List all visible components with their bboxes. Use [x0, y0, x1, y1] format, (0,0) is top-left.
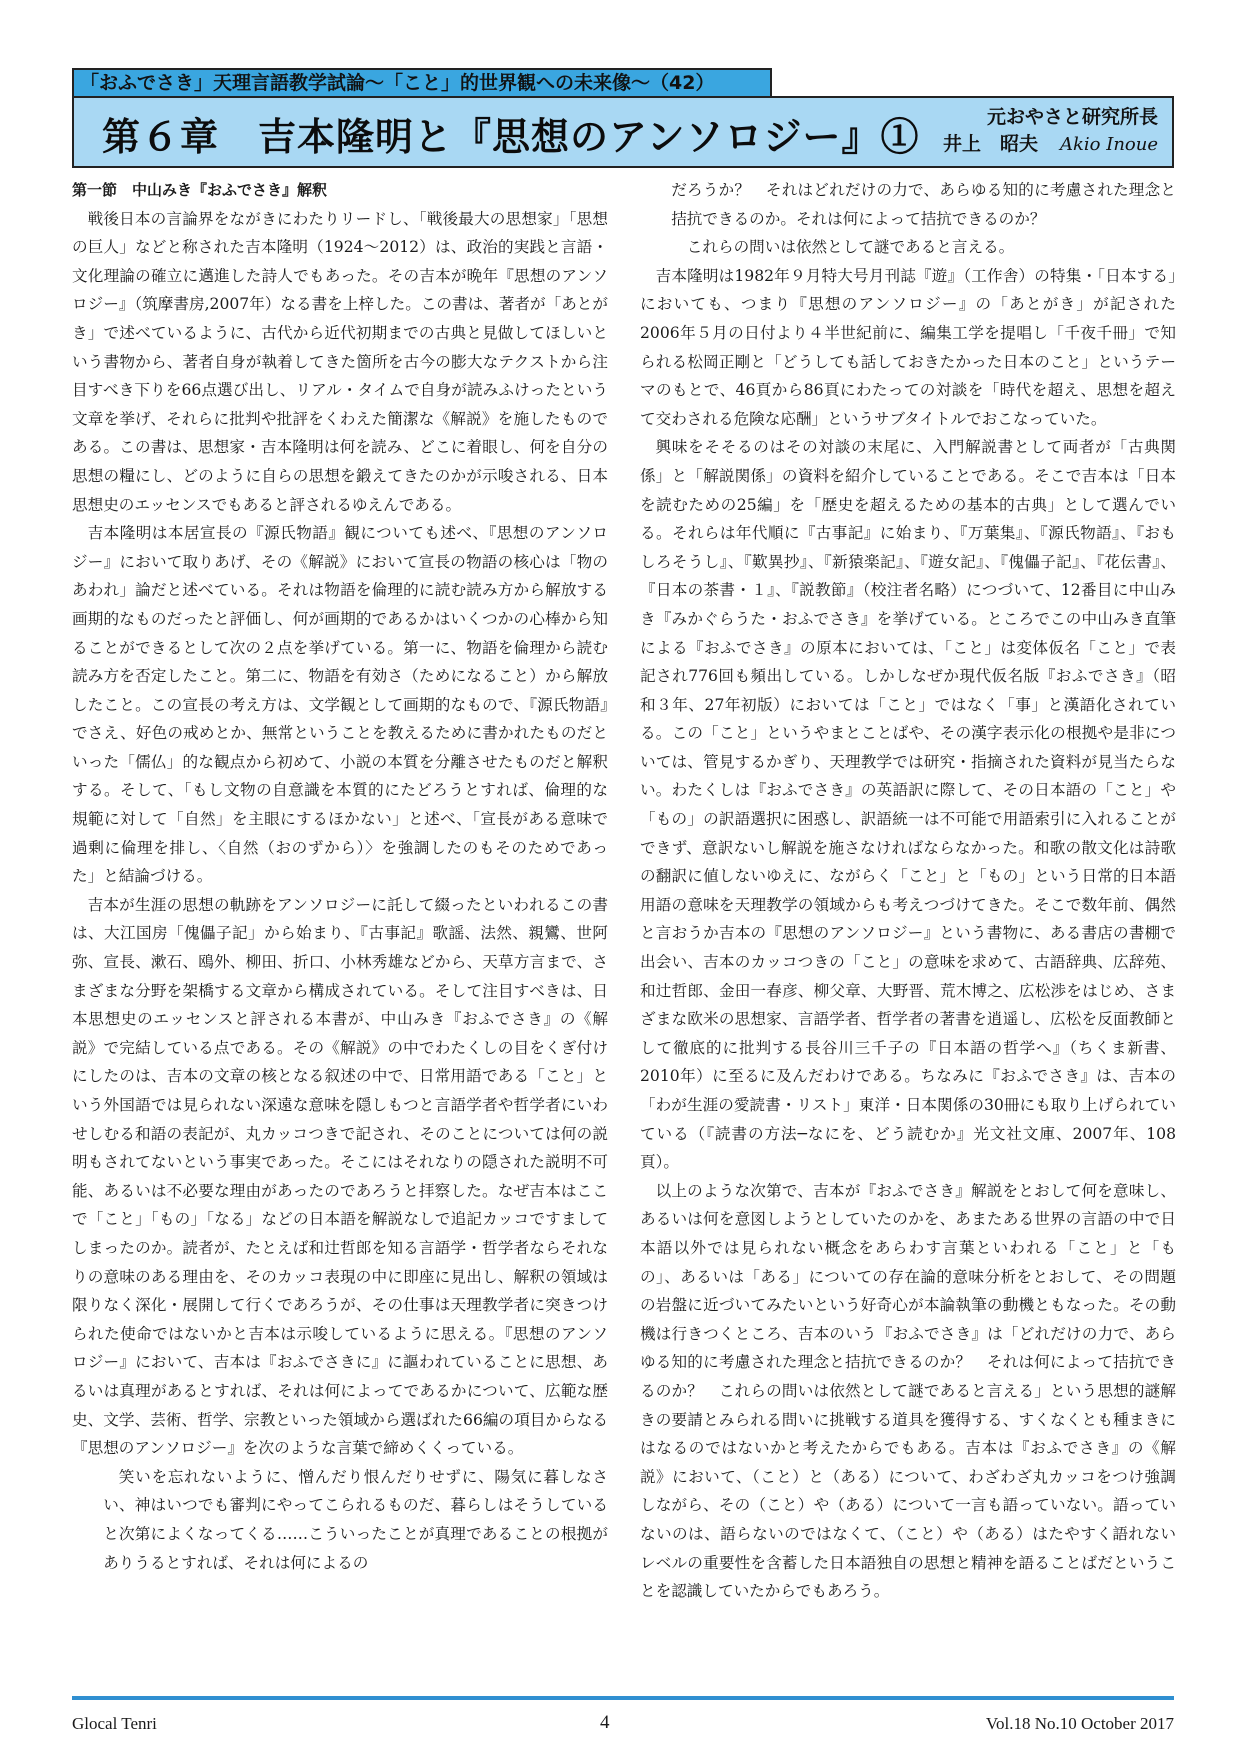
series-bar [72, 68, 1174, 96]
paragraph: 吉本隆明は本居宣長の『源氏物語』観についても述べ、『思想のアンソロジー』において取りあげ、その《解説》において宣長の物語の核心は「物のあわれ」論だと述べている。それは物語を倫理的に読む読み方から解放する画期的なものだったと評価し、何が画期的であるかはいくつかの心棒から知ることができるとして次の２点を挙げている。第一に、物語を倫理から読む読み方を否定したこと。第二に、物語を有効さ（ためになること）から解放したこと。この宣長の考え方は、文学観として画期的なもので、『源氏物語』でさえ、好色の戒めとか、無常ということを教えるために書かれたものだといった「儒仏」的な観点から初めて、小説の本質を分離させたものだと解釈する。そして、「もし文物の自意識を本質的にたどろうとすれば、倫理的な規範に対して「自然」を主眼にするほかない」と述べ、「宣長がある意味で過剰に倫理を排し、〈自然（おのずから）〉を強調したのもそのためであった」と結論づける。 [72, 524, 608, 886]
author-roman-name: Akio Inoue [1059, 134, 1158, 155]
paragraph: 以上のような次第で、吉本が『おふでさき』解説をとおして何を意味し、あるいは何を意図しようとしていたのかを、あまたある世界の言語の中で日本語以外では見られない概念をあらわす言葉といわれる「こと」と「もの」、あるいは「ある」についての存在論的意味分析をとおして、その問題の岩盤に近づいてみたいという好奇心が本論執筆の動機ともなった。その動機は行きつくところ、吉本のいう『おふでさき』は「どれだけの力で、あらゆる知的に考慮された理念と拮抗できるのか？ それは何によって拮抗できるのか？ これらの問いは依然として謎であると言える」という思想的謎解きの要請とみられる問いに挑戦する道具を獲得する、すくなくとも種まきにはなるのではないかと考えたからでもある。吉本は『おふでさき』の《解説》において、（こと）と（ある）について、わざわざ丸カッコをつけ強調しながら、その（こと）や（ある）について一言も語っていない。語っていないのは、語らないのではなくて、（こと）や（ある）はたやすく語れないレベルの重要性を含蓄した日本語独自の思想と精神を語ることばだということを認識していたからでもあろう。 [640, 1181, 1176, 1601]
series-title: 「おふでさき」天理言語教学試論〜「こと」的世界観への未来像〜（42） [72, 68, 772, 96]
paragraph: 戦後日本の言論界をながきにわたりリードし、「戦後最大の思想家」「思想の巨人」などと称された吉本隆明（1924〜2012）は、政治的実践と言語・文化理論の確立に邁進した詩人でもあった。その吉本が晩年『思想のアンソロジー』（筑摩書房,2007年）なる書を上梓した。この書は、著者が「あとがき」で述べているように、古代から近代初期までの古典と見做してほしいという書物から、著者自身が執着してきた箇所を古今の膨大なテクストから注目すべき下りを66点選び出し、リアル・タイムで自身が読みふけったという文章を挙げ、それらに批判や批評をくわえた簡潔な《解説》を施したものである。この書は、思想家・吉本隆明は何を読み、どこに着眼し、何を自分の思想の糧にし、どのように自らの思想を鍛えてきたのかが示唆される、日本思想史のエッセンスでもあると評されるゆえんである。 [72, 209, 608, 514]
author-role: 元おやさと研究所長 [986, 106, 1158, 128]
block-quote: 笑いを忘れないように、憎んだり恨んだりせずに、陽気に暮しなさい、神はいつでも審判にやってこられるものだ、暮らしはそうしていると次第によくなってくる……こういったことが真理であることの根拠がありうるとすれば、それは何によるの [103, 1467, 608, 1572]
paragraph: 吉本隆明は1982年９月特大号月刊誌『遊』（工作舎）の特集・「日本する」においても、つまり『思想のアンソロジー』の「あとがき」が記された2006年５月の日付より４半世紀前に、編集工学を提唱し「千夜千冊」で知られる松岡正剛と「どうしても話しておきたかった日本のこと」というテーマのもとで、46頁から86頁にわたっての対談を「時代を超え、思想を超えて交わされる危険な応酬」というサブタイトルでおこなっていた。 [640, 266, 1176, 428]
right-column [640, 176, 1176, 1696]
chapter-title: 第６章 吉本隆明と『思想のアンソロジー』① [102, 114, 920, 159]
footer-rule [72, 1696, 1174, 1700]
footer-page-number: 4 [600, 1712, 610, 1733]
chapter-header [72, 96, 1174, 168]
paragraph: 吉本が生涯の思想の軌跡をアンソロジーに託して綴ったといわれるこの書は、大江国房「傀儡子記」から始まり、『古事記』歌謡、法然、親鸞、世阿弥、宣長、漱石、鴎外、柳田、折口、小林秀雄などから、天草方言まで、さまざまな分野を架橋する文章から構成されている。そして注目すべきは、日本思想史のエッセンスと評される本書が、中山みき『おふでさき』の《解説》で完結している点である。その《解説》の中でわたくしの目をくぎ付けにしたのは、吉本の文章の核となる叙述の中で、日常用語である「こと」という外国語では見られない深遠な意味を隠しもつと言語学者や哲学者にいわせしむる和語の表記が、丸カッコつきで記され、そのことについては何の説明もされてないという事実であった。そこにはそれなりの隠された説明不可能、あるいは不必要な理由があったのであろうと拝察した。なぜ吉本はここで「こと」「もの」「なる」などの日本語を解説なしで追記カッコですましてしまったのか。読者が、たとえば和辻哲郎を知る言語学・哲学者ならそれなりの意味のある理由を、そのカッコ表現の中に即座に見出し、解釈の領域は限りなく深化・展開して行くであろうが、その仕事は天理教学者に突きつけられた使命ではないかと吉本は示唆しているように思える。『思想のアンソロジー』において、吉本は『おふでさきに』に謳われていることに思想、あるいは真理があるとすれば、それは何によってであるかについて、広範な歴史、文学、芸術、哲学、宗教といった領域から選ばれた66編の項目からなる『思想のアンソロジー』を次のような言葉で締めくくっている。 [72, 895, 608, 1458]
block-quote-end: これらの問いは依然として謎であると言える。 [686, 238, 1015, 257]
author-line [943, 130, 1158, 159]
footer-issue: Vol.18 No.10 October 2017 [985, 1714, 1174, 1733]
footer-publication: Glocal Tenri [72, 1714, 157, 1733]
section-heading: 第一節 中山みき『おふでさき』解釈 [72, 181, 328, 199]
author-box [943, 104, 1158, 159]
paragraph: 興味をそそるのはその対談の末尾に、入門解説書として両者が「古典関係」と「解説関係」の資料を紹介していることである。そこで吉本は「日本を読むための25編」を「歴史を超えるための基本的古典」として選んでいる。それらは年代順に『古事記』に始まり、『万葉集』、『源氏物語』、『おもしろそうし』、『歎異抄』、『新猿楽記』、『遊女記』、『傀儡子記』、『花伝書』、『日本の茶書・１』、『説教節』（校注者名略）につづいて、12番目に中山みき『みかぐらうた・おふでさき』を挙げている。ところでこの中山みき直筆による『おふでさき』の原本においては、「こと」は変体仮名「こと」で表記され776回も頻出している。しかしなぜか現代仮名版『おふでさき』（昭和３年、27年初版）においては「こと」ではなく「事」と漢語化されている。この「こと」というやまとことばや、その漢字表示化の根拠や是非については、管見するかぎり、天理教学では研究・指摘された資料が見当たらない。わたくしは『おふでさき』の英語訳に際して、その日本語の「こと」や「もの」の訳語選択に困惑し、訳語統一は不可能で用語索引に入れることができず、意訳ないし解説を施さなければならなかった。和歌の散文化は詩歌の翻訳に値しないゆえに、ながらく「こと」と「もの」という日常的日本語用語の意味を天理教学の領域からも考えつづけてきた。そこで数年前、偶然と言おうか吉本の『思想のアンソロジー』という書物に、ある書店の書棚で出会い、吉本のカッコつきの「こと」の意味を求めて、古語辞典、広辞苑、和辻哲郎、金田一春彦、柳父章、大野晋、荒木博之、広松渉をはじめ、さまざまな欧米の思想家、言語学者、哲学者の著書を逍遥し、広松を反面教師として徹底的に批判する長谷川三千子の『日本語の哲学へ』（ちくま新書、2010年）に至るに及んだわけである。ちなみに『おふでさき』は、吉本の「わが生涯の愛読書・リスト」東洋・日本関係の30冊にも取り上げられていている（『読書の方法─なにを、どう読むか』光文社文庫、2007年、108頁）。 [640, 438, 1176, 1172]
block-quote-continuation: だろうか？ それはどれだけの力で、あらゆる知的に考慮された理念と拮抗できるのか。それは何によって拮抗できるのか？ [671, 181, 1176, 228]
author-name: 井上 昭夫 [942, 133, 1038, 155]
left-column [72, 176, 608, 1696]
